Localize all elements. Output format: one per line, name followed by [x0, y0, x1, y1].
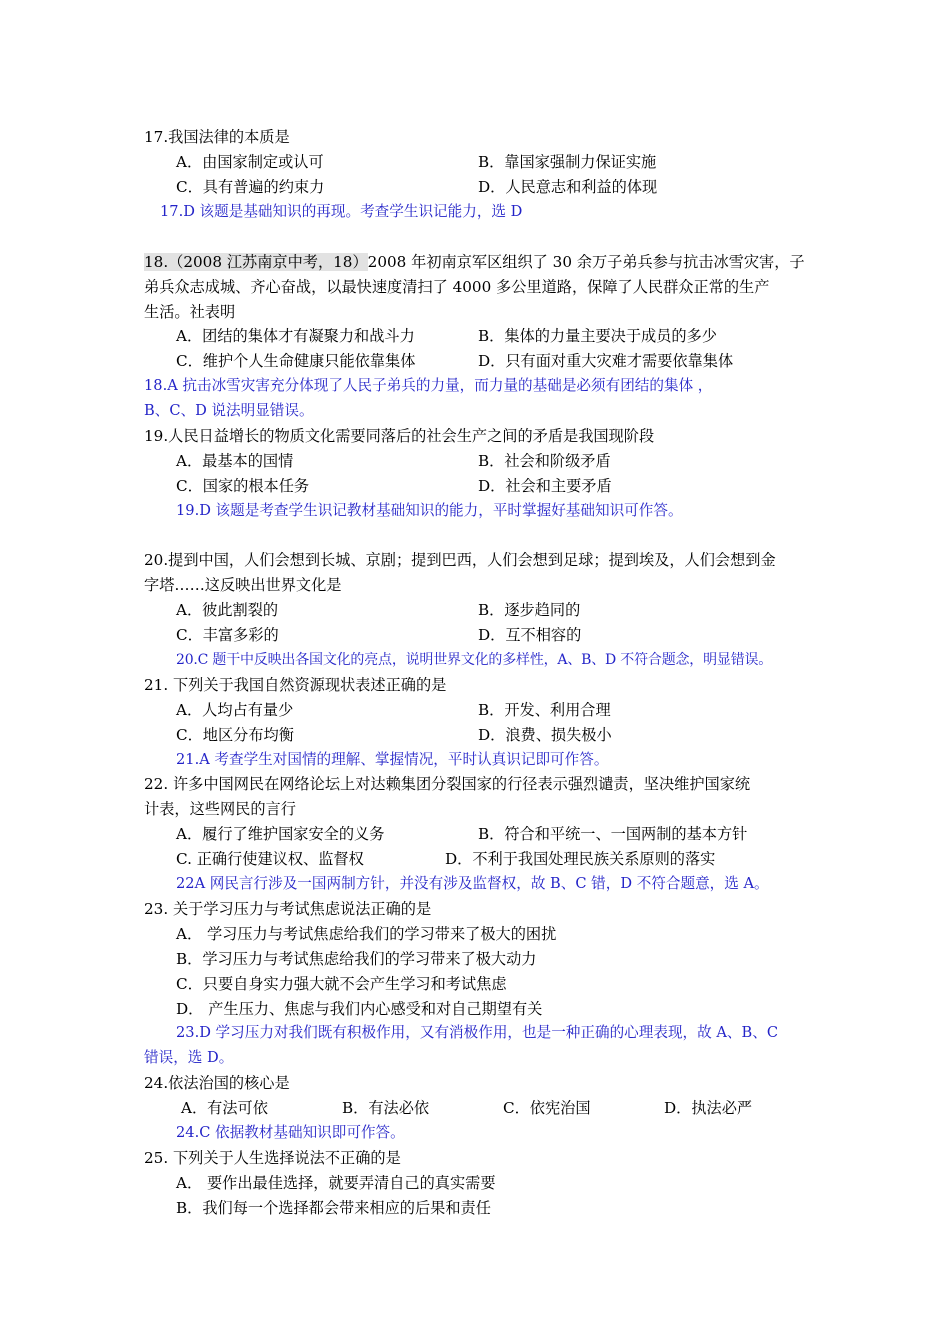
- question-19-option-a: A．最基本的国情: [176, 452, 294, 470]
- question-19-option-b: B．社会和阶级矛盾: [478, 452, 611, 470]
- question-25-stem: 25. 下列关于人生选择说法不正确的是: [144, 1149, 401, 1167]
- question-18-line-2: 弟兵众志成城、齐心奋战，以最快速度清扫了 4000 多公里道路，保障了人民群众正常的生产: [144, 278, 770, 296]
- question-24-option-b: B．有法必依: [342, 1099, 430, 1117]
- question-25-option-b: B．我们每一个选择都会带来相应的后果和责任: [176, 1199, 491, 1217]
- question-23-answer-line-2: 错误，选 D。: [144, 1049, 234, 1066]
- question-20-line-2: 字塔……这反映出世界文化是: [144, 576, 342, 594]
- question-20-line-1: 20.提到中国，人们会想到长城、京剧；提到巴西，人们会想到足球；提到埃及，人们会想到金: [144, 551, 776, 569]
- question-17-option-c: C．具有普遍的约束力: [176, 178, 325, 196]
- question-23-option-d: D． 产生压力、焦虑与我们内心感受和对自己期望有关: [176, 1000, 543, 1018]
- question-18-answer-line-1: 18.A 抗击冰雪灾害充分体现了人民子弟兵的力量，而力量的基础是必须有团结的集体 ，: [144, 377, 713, 394]
- question-18-option-b: B．集体的力量主要决于成员的多少: [478, 327, 717, 345]
- question-19-answer: 19.D 该题是考查学生识记教材基础知识的能力，平时掌握好基础知识可作答。: [176, 502, 683, 519]
- question-20-option-d: D．互不相容的: [478, 626, 582, 644]
- question-19-option-c: C．国家的根本任务: [176, 477, 310, 495]
- question-22-line-1: 22. 许多中国网民在网络论坛上对达赖集团分裂国家的行径表示强烈谴责，坚决维护国家统: [144, 775, 751, 793]
- question-22-line-2: 计表，这些网民的言行: [144, 800, 296, 818]
- question-20-option-b: B．逐步趋同的: [478, 601, 581, 619]
- question-19-stem: 19.人民日益增长的物质文化需要同落后的社会生产之间的矛盾是我国现阶段: [144, 427, 655, 445]
- question-22-option-a: A．履行了维护国家安全的义务: [176, 825, 385, 843]
- question-21-option-a: A．人均占有量少: [176, 701, 294, 719]
- question-18-text: 2008 年初南京军区组织了 30 余万子弟兵参与抗击冰雪灾害，子: [367, 253, 805, 271]
- question-18-answer-line-2: B、C、D 说法明显错误。: [144, 402, 314, 419]
- question-17-answer: 17.D 该题是基础知识的再现。考查学生识记能力，选 D: [160, 203, 523, 220]
- question-24-option-c: C．依宪治国: [503, 1099, 591, 1117]
- question-18-source: 18.（2008 江苏南京中考，18）: [144, 253, 368, 271]
- question-20-option-a: A．彼此割裂的: [176, 601, 279, 619]
- question-24-option-d: D．执法必严: [664, 1099, 753, 1117]
- question-23-answer-line-1: 23.D 学习压力对我们既有积极作用，又有消极作用，也是一种正确的心理表现，故 A、B、C: [176, 1024, 778, 1041]
- question-22-option-c: C. 正确行使建议权、监督权: [176, 850, 364, 868]
- question-21-stem: 21. 下列关于我国自然资源现状表述正确的是: [144, 676, 447, 694]
- question-23-option-c: C．只要自身实力强大就不会产生学习和考试焦虑: [176, 975, 507, 993]
- question-18-option-d: D．只有面对重大灾难才需要依靠集体: [478, 352, 734, 370]
- question-17-option-d: D．人民意志和利益的体现: [478, 178, 658, 196]
- question-21-option-b: B．开发、利用合理: [478, 701, 611, 719]
- question-21-answer: 21.A 考查学生对国情的理解、掌握情况，平时认真识记即可作答。: [176, 751, 609, 768]
- question-23-option-b: B．学习压力与考试焦虑给我们的学习带来了极大动力: [176, 950, 537, 968]
- question-18-option-a: A．团结的集体才有凝聚力和战斗力: [176, 327, 415, 345]
- question-24-answer: 24.C 依据教材基础知识即可作答。: [176, 1124, 405, 1141]
- question-18-line-1: [144, 252, 805, 272]
- question-18-line-3: 生活。社表明: [144, 303, 236, 321]
- question-23-option-a: A． 学习压力与考试焦虑给我们的学习带来了极大的困扰: [176, 925, 557, 943]
- question-17-option-b: B．靠国家强制力保证实施: [478, 153, 657, 171]
- question-20-option-c: C．丰富多彩的: [176, 626, 279, 644]
- question-19-option-d: D．社会和主要矛盾: [478, 477, 612, 495]
- question-22-answer: 22A 网民言行涉及一国两制方针，并没有涉及监督权，故 B、C 错，D 不符合题意，选 A。: [176, 875, 769, 892]
- question-21-option-d: D．浪费、损失极小: [478, 726, 612, 744]
- question-17-option-a: A．由国家制定或认可: [176, 153, 324, 171]
- question-18-option-c: C．维护个人生命健康只能依靠集体: [176, 352, 416, 370]
- question-24-stem: 24.依法治国的核心是: [144, 1074, 290, 1092]
- question-24-option-a: A．有法可依: [181, 1099, 268, 1117]
- question-17-stem: 17.我国法律的本质是: [144, 128, 290, 146]
- question-22-option-d: D．不利于我国处理民族关系原则的落实: [445, 850, 716, 868]
- question-22-option-b: B．符合和平统一、一国两制的基本方针: [478, 825, 748, 843]
- question-25-option-a: A． 要作出最佳选择，就要弄清自己的真实需要: [176, 1174, 496, 1192]
- question-21-option-c: C．地区分布均衡: [176, 726, 294, 744]
- question-23-stem: 23. 关于学习压力与考试焦虑说法正确的是: [144, 900, 432, 918]
- question-20-answer: 20.C 题干中反映出各国文化的亮点，说明世界文化的多样性，A、B、D 不符合题念，明显错误。: [176, 652, 773, 668]
